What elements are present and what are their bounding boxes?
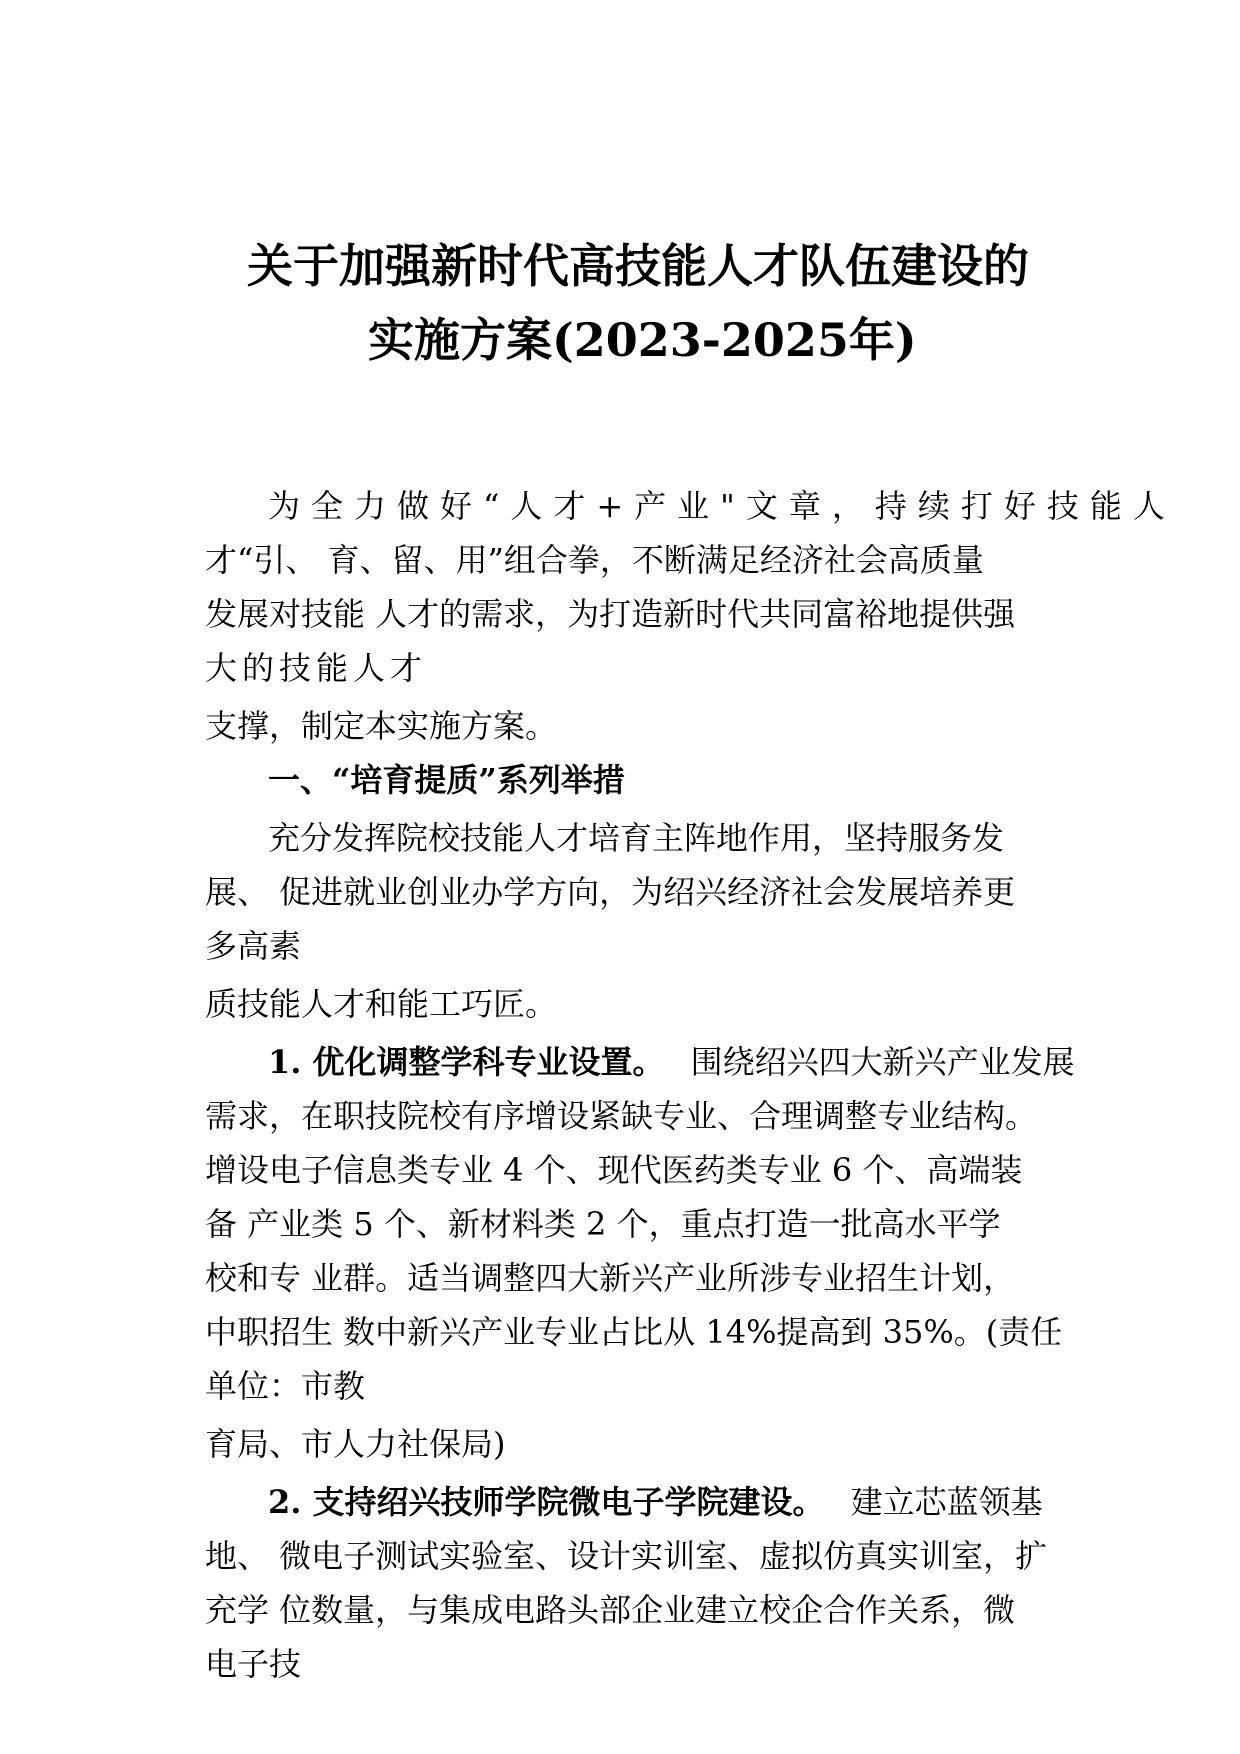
item2-line-1 <box>268 1482 1043 1522</box>
item1-line-1-text: 围绕绍兴四大新兴产业发展 <box>690 1043 1075 1081</box>
item2-line-3: 充学 位数量，与集成电路头部企业建立校企合作关系，微 <box>205 1591 1016 1629</box>
document-title-line-1: 关于加强新时代高技能人才队伍建设的 <box>247 239 1029 293</box>
document-title-line-2: 实施方案(2023-2025年) <box>368 313 917 367</box>
intro-line-1: 为全力做好“人才+产业"文章，持续打好技能人 <box>268 487 1176 525</box>
item1-line-3: 增设电子信息类专业 4 个、现代医药类专业 6 个、高端装 <box>205 1151 1023 1189</box>
section1-line-3: 多高素 <box>205 927 302 965</box>
intro-line-5: 支撑，制定本实施方案。 <box>205 707 558 745</box>
item1-line-7: 单位：市教 <box>205 1367 366 1405</box>
item1-line-4: 备 产业类 5 个、新材料类 2 个，重点打造一批高水平学 <box>205 1205 1001 1243</box>
intro-line-3: 发展对技能 人才的需求，为打造新时代共同富裕地提供强 <box>205 595 1016 633</box>
item2-line-2: 地、 微电子测试实验室、设计实训室、虚拟仿真实训室，扩 <box>205 1537 1048 1575</box>
section1-line-4: 质技能人才和能工巧匠。 <box>205 985 558 1023</box>
item1-line-6: 中职招生 数中新兴产业专业占比从 14%提高到 35%。(责任 <box>205 1313 1063 1351</box>
item1-line-8: 育局、市人力社保局) <box>205 1425 506 1463</box>
item1-title: 1. 优化调整学科专业设置。 <box>268 1043 665 1081</box>
intro-line-2: 才“引、 育、留、用”组合拳，不断满足经济社会高质量 <box>205 541 984 579</box>
section-heading-1: 一、“培育提质”系列举措 <box>268 761 625 799</box>
section1-line-2: 展、 促进就业创业办学方向，为绍兴经济社会发展培养更 <box>205 873 1016 911</box>
item2-line-4: 电子技 <box>205 1645 302 1683</box>
item2-line-1-text: 建立芯蓝领基 <box>850 1483 1043 1521</box>
item1-line-1 <box>268 1042 1075 1082</box>
intro-line-4: 大的技能人才 <box>205 649 428 687</box>
section1-line-1: 充分发挥院校技能人才培育主阵地作用，坚持服务发 <box>268 819 1005 857</box>
item1-line-2: 需求，在职技院校有序增设紧缺专业、合理调整专业结构。 <box>205 1097 1038 1135</box>
item2-title: 2. 支持绍兴技师学院微电子学院建设。 <box>268 1483 825 1521</box>
item1-line-5: 校和专 业群。适当调整四大新兴产业所涉专业招生计划， <box>205 1259 1016 1297</box>
